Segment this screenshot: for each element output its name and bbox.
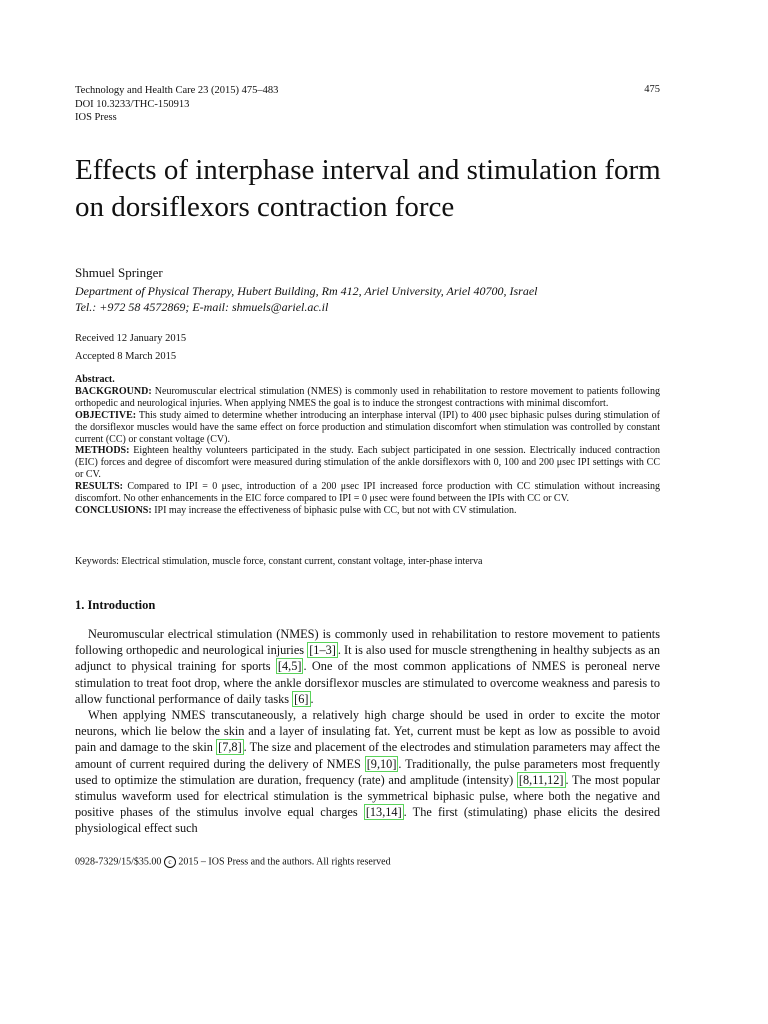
citation-link[interactable]: [9,10] xyxy=(366,756,397,771)
issn-price: 0928-7329/15/$35.00 xyxy=(75,856,162,868)
objective-text: This study aimed to determine whether introducing an interphase interval (IPI) to 400 μsec biphasic pulses during stimulation of the dorsiflexor muscles would have the same effect on force production and stimulation discomfort when stimulation was controlled by constant current (CC) or constant voltage (CV). xyxy=(75,409,660,445)
p2-text-e: . The first (stimulating) phase elicits the desired physiological effect such xyxy=(75,805,660,836)
author-name: Shmuel Springer xyxy=(75,265,163,280)
p2-text-b: . The size and placement of the electrodes and stimulation parameters may affect the amount of current required during the delivery of NMES xyxy=(75,740,660,771)
doi-line: DOI 10.3233/THC-150913 xyxy=(75,98,190,110)
copyright-text: 2015 – IOS Press and the authors. All rights reserved xyxy=(178,856,391,868)
abstract xyxy=(75,374,660,517)
methods-text: Eighteen healthy volunteers participated in the study. Each subject participated in one session. Electrically induced contraction (EIC) forces and degree of discomfort were measured during stimulation of the ankle dorsiflexors with 0, 100 and 200 μsec IPI settings with CC or CV. xyxy=(75,445,661,481)
p2-text-c: . Traditionally, the pulse parameters most frequently used to optimize the stimulation are duration, frequency (rate) and amplitude (intensity) xyxy=(75,756,660,787)
abstract-conclusions xyxy=(75,505,660,517)
citation-link[interactable]: [13,14] xyxy=(365,805,402,820)
citation-link[interactable]: [4,5] xyxy=(277,659,302,674)
p2-text-a: When applying NMES transcutaneously, a relatively high charge should be used in order to excite the motor neurons, which lie below the skin and a layer of insulating fat. Yet, current must be kept as low as possible to avoid pain and damage to the skin xyxy=(75,708,660,755)
abstract-results xyxy=(75,481,660,505)
citation-link[interactable]: [1–3] xyxy=(309,643,336,658)
page-number: 475 xyxy=(644,84,660,95)
abstract-heading: Abstract. xyxy=(75,374,115,385)
p1-text-d: . xyxy=(310,691,314,706)
p2-text-d: . The most popular stimulus waveform used for electrical stimulation is the symmetrical biphasic pulse, where both the negative and positive phases of the stimulus involve equal charges xyxy=(75,772,661,820)
conclusions-text: IPI may increase the effectiveness of biphasic pulse with CC, but not with CV stimulation. xyxy=(154,504,517,516)
citation-link[interactable]: [6] xyxy=(294,691,309,706)
footer xyxy=(75,856,391,868)
received-date: Received 12 January 2015 xyxy=(75,333,187,344)
abstract-methods xyxy=(75,445,660,481)
section-heading: 1. Introduction xyxy=(75,598,156,612)
copyright-icon: c xyxy=(164,856,176,868)
journal-info xyxy=(75,84,278,125)
results-text: Compared to IPI = 0 μsec, introduction of a 200 μsec IPI increased force production with CC stimulation without increasing discomfort. No other enhancements in the EIC force compared to IPI = 0 μsec were found between the IPIs with CC or CV. xyxy=(75,481,661,505)
background-label: BACKGROUND: xyxy=(75,385,152,397)
contact-info: Tel.: +972 58 4572869; E-mail: shmuels@ariel.ac.il xyxy=(75,300,329,314)
affiliation: Department of Physical Therapy, Hubert Building, Rm 412, Ariel University, Ariel 40700, Israel xyxy=(75,284,538,298)
affiliation-block xyxy=(75,283,675,315)
abstract-background xyxy=(75,386,660,410)
paragraph-2 xyxy=(75,707,660,837)
accepted-date: Accepted 8 March 2015 xyxy=(75,350,177,362)
abstract-objective xyxy=(75,410,660,446)
objective-label: OBJECTIVE: xyxy=(75,409,137,421)
results-label: RESULTS: xyxy=(75,481,123,493)
dates-block xyxy=(75,330,186,365)
citation-link[interactable]: [8,11,12] xyxy=(518,772,564,787)
citation-link[interactable]: [7,8] xyxy=(218,740,242,755)
p1-text-b: . It is also used for muscle strengthening in healthy subjects as an adjunct to physical training for sports xyxy=(75,643,660,674)
keywords: Keywords: Electrical stimulation, muscle force, constant current, constant voltage, inter-phase interva xyxy=(75,556,483,567)
p1-text-c: . One of the most common applications of NMES is peroneal nerve stimulation to treat foot drop, where the ankle dorsiflexor muscles are stimulated to overcome weakness and paresis to allow functional performance of daily tasks xyxy=(75,659,660,706)
intro-body xyxy=(75,626,660,837)
paper-title: Effects of interphase interval and stimulation form on dorsiflexors contraction force xyxy=(75,154,661,223)
p1-text-a: Neuromuscular electrical stimulation (NMES) is commonly used in rehabilitation to restore movement to patients following orthopedic and neurological injuries xyxy=(75,627,660,658)
background-text: Neuromuscular electrical stimulation (NMES) is commonly used in rehabilitation to restore movement to patients following orthopedic and neurological injuries. When applying NMES the goal is to induce the strongest contractions with minimal discomfort. xyxy=(75,385,661,409)
methods-label: METHODS: xyxy=(75,445,130,457)
paragraph-1 xyxy=(75,626,660,707)
journal-line: Technology and Health Care 23 (2015) 475–483 xyxy=(75,85,279,96)
publisher-line: IOS Press xyxy=(75,112,117,123)
conclusions-label: CONCLUSIONS: xyxy=(75,504,152,516)
